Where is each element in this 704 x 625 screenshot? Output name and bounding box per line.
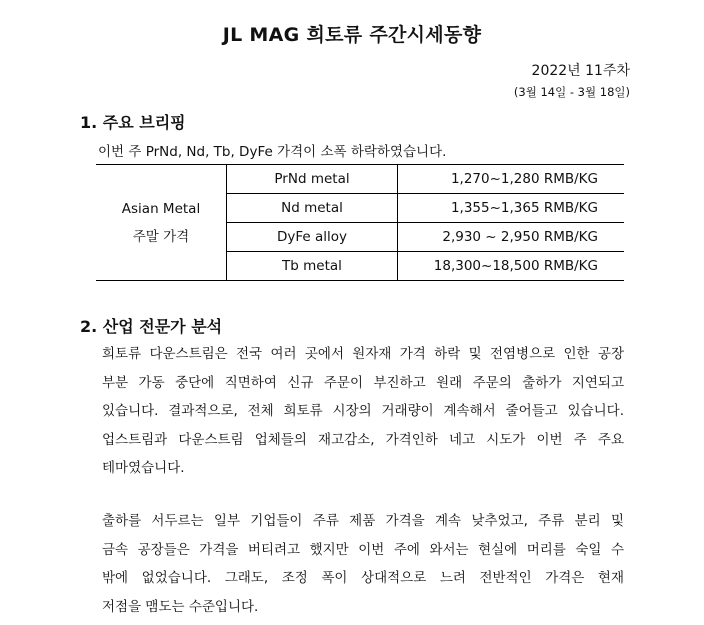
- group-label-line2: 주말 가격: [132, 228, 190, 245]
- item-price: 2,930 ~ 2,950 RMB/KG: [398, 223, 625, 252]
- paragraph-line: 테마였습니다.: [102, 460, 185, 476]
- item-name: DyFe alloy: [227, 223, 398, 252]
- date-range: (3월 14일 - 3월 18일): [513, 85, 630, 99]
- item-name: Tb metal: [227, 252, 398, 281]
- section-2-heading: 2. 산업 전문가 분석: [80, 317, 223, 336]
- paragraph-line: 출하를 서두르는 일부 기업들이 주류 제품 가격을 계속 낮추었고, 주류 분리 및: [102, 513, 624, 529]
- paragraph-line: 희토류 다운스트림은 전국 여러 곳에서 원자재 가격 하락 및 전염병으로 인한 공장: [102, 346, 624, 362]
- price-table: [96, 164, 624, 281]
- item-name: PrNd metal: [227, 165, 398, 194]
- week-label: 2022년 11주차: [531, 63, 630, 79]
- item-price: 18,300~18,500 RMB/KG: [398, 252, 625, 281]
- paragraph-line: 업스트림과 다운스트림 업체들의 재고감소, 가격인하 네고 시도가 이번 주 주요: [102, 431, 624, 448]
- item-name: Nd metal: [227, 194, 398, 223]
- asian-metal-label-cell: [96, 165, 227, 281]
- paragraph-line: 저점을 맴도는 수준입니다.: [102, 598, 259, 615]
- table-row: [96, 165, 624, 194]
- document-title: JL MAG 희토류 주간시세동향: [222, 24, 482, 46]
- analysis-paragraph-1: [102, 340, 624, 483]
- paragraph-line: 금속 공장들은 가격을 버티려고 했지만 이번 주에 와서는 현실에 머리를 숙일 수: [102, 541, 624, 558]
- briefing-summary: 이번 주 PrNd, Nd, Tb, DyFe 가격이 소폭 하락하였습니다.: [98, 144, 447, 160]
- item-price: 1,355~1,365 RMB/KG: [398, 194, 625, 223]
- analysis-paragraph-2: [102, 507, 624, 621]
- paragraph-line: 밖에 없었습니다. 그래도, 조정 폭이 상대적으로 느려 전반적인 가격은 현재: [102, 570, 624, 586]
- section-1-heading: 1. 주요 브리핑: [80, 113, 186, 132]
- paragraph-line: 있습니다. 결과적으로, 전체 희토류 시장의 거래량이 계속해서 줄어들고 있습니다.: [102, 403, 624, 419]
- item-price: 1,270~1,280 RMB/KG: [398, 165, 625, 194]
- paragraph-line: 부분 가동 중단에 직면하여 신규 주문이 부진하고 원래 주문의 출하가 지연되고: [102, 374, 624, 391]
- group-label-line1: Asian Metal: [121, 200, 201, 217]
